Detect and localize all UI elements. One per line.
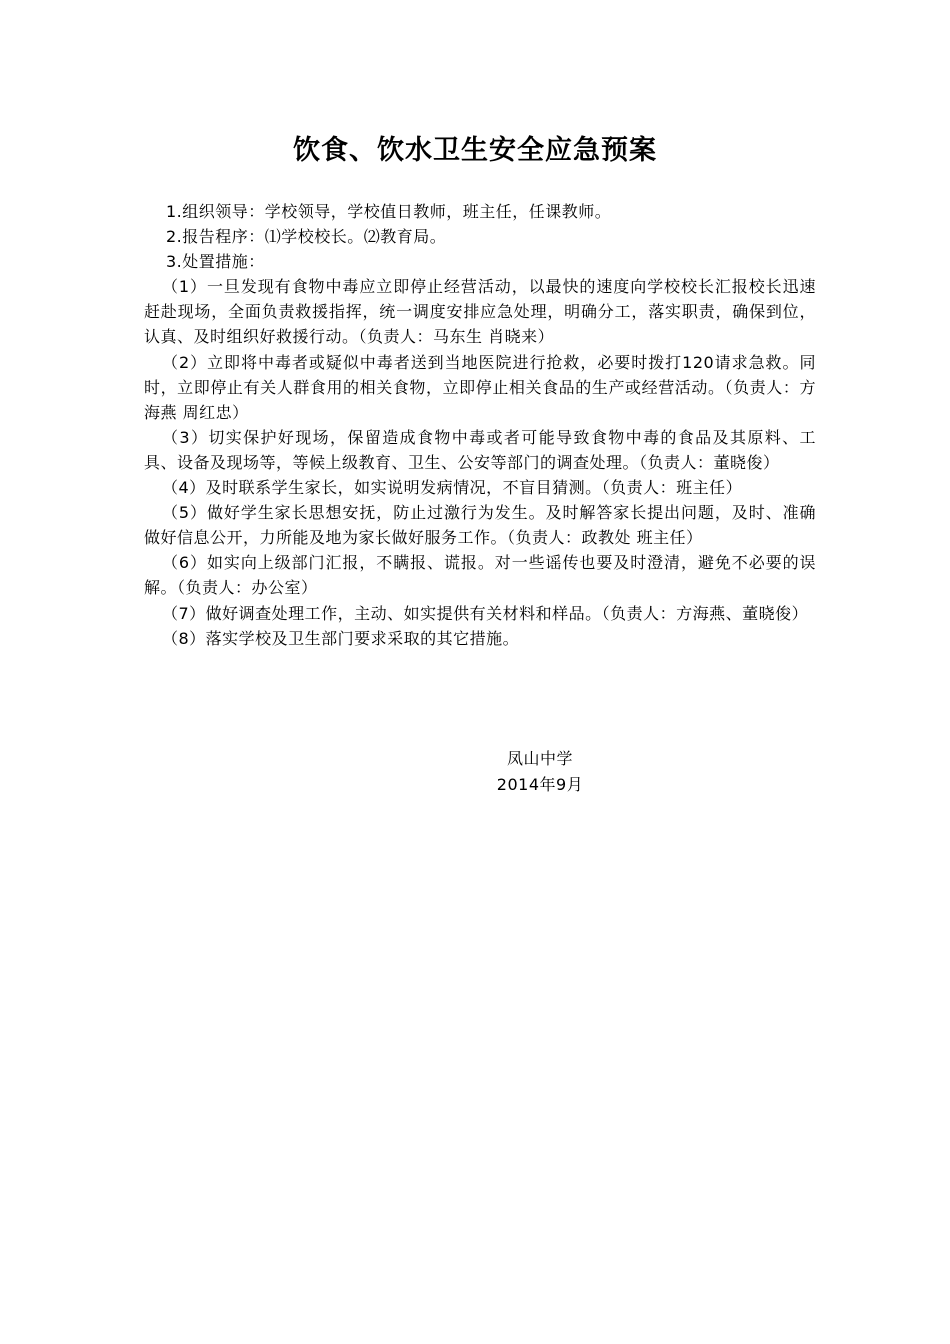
- measure-3: （3）切实保护好现场，保留造成食物中毒或者可能导致食物中毒的食品及其原料、工具、设备及现场等，等候上级教育、卫生、公安等部门的调查处理。（负责人：董晓俊）: [144, 427, 816, 472]
- item-organization: 1.组织领导：学校领导，学校值日教师，班主任，任课教师。: [166, 202, 612, 221]
- measure-6: （6）如实向上级部门汇报，不瞒报、谎报。对一些谣传也要及时澄清，避免不必要的误解。（负责人：办公室）: [144, 553, 816, 598]
- measure-5: （5）做好学生家长思想安抚，防止过激行为发生。及时解答家长提出问题，及时、准确做好信息公开，力所能及地为家长做好服务工作。（负责人：政教处 班主任）: [144, 503, 816, 548]
- document-title: 饮食、饮水卫生安全应急预案: [293, 135, 657, 166]
- item-report-procedure: 2.报告程序：⑴学校校长。⑵教育局。: [166, 227, 447, 247]
- measure-2: （2）立即将中毒者或疑似中毒者送到当地医院进行抢救，必要时拨打120请求急救。同时，立即停止有关人群食用的相关食物，立即停止相关食品的生产或经营活动。（负责人：方海燕 周红忠）: [144, 352, 816, 422]
- measure-4: （4）及时联系学生家长，如实说明发病情况，不盲目猜测。（负责人：班主任）: [162, 478, 743, 498]
- measure-1: （1）一旦发现有食物中毒应立即停止经营活动，以最快的速度向学校校长汇报校长迅速赶赴现场，全面负责救援指挥，统一调度安排应急处理，明确分工，落实职责，确保到位，认真、及时组织好救援行动。（负责人：马东生 肖晓来）: [144, 277, 816, 347]
- signature-block: [440, 746, 640, 798]
- document-body: [144, 199, 816, 651]
- item-measures-heading: 3.处置措施：: [166, 252, 265, 272]
- measure-8: （8）落实学校及卫生部门要求采取的其它措施。: [162, 628, 520, 648]
- signature-organization: 凤山中学: [506, 749, 573, 768]
- signature-date: 2014年9月: [496, 775, 584, 794]
- measure-7: （7）做好调查处理工作，主动、如实提供有关材料和样品。（负责人：方海燕、董晓俊）: [162, 603, 809, 623]
